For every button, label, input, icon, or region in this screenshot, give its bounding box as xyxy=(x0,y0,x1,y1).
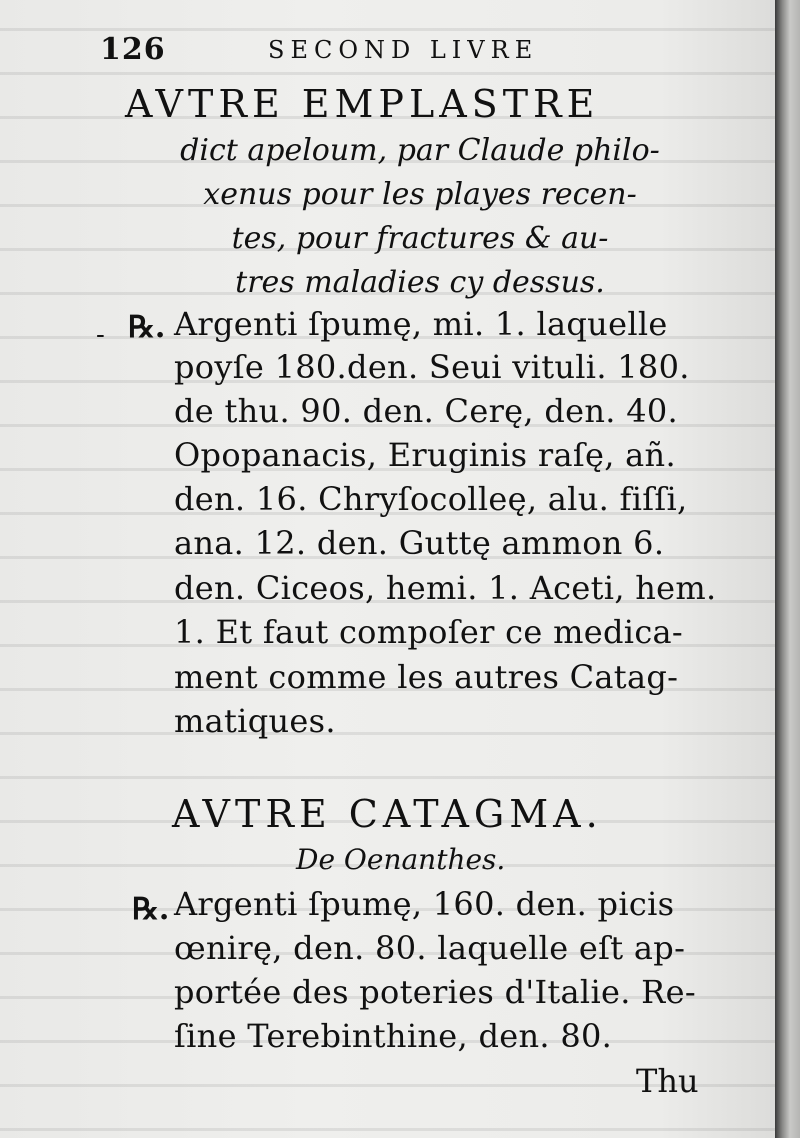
section2-body-line: œnirę, den. 80. laquelle eſt ap- xyxy=(174,929,686,967)
section1-body-line: Argenti ſpumę, mi. 1. laquelle xyxy=(174,305,668,343)
section1-subtitle-line: dict apeloum, par Claude philo- xyxy=(180,133,660,168)
section1-subtitle-line: tes, pour fractures & au- xyxy=(231,221,609,256)
section1-body-line: den. Ciceos, hemi. 1. Aceti, hem. xyxy=(174,569,717,607)
section1-body-line: ana. 12. den. Guttę ammon 6. xyxy=(174,524,665,562)
recipe-symbol: ℞. xyxy=(128,310,166,345)
catchword: Thu xyxy=(636,1062,699,1100)
section1-subtitle-line: xenus pour les playes recen- xyxy=(203,177,637,212)
section2-body-line: portée des poteries d'Italie. Re- xyxy=(174,973,696,1011)
margin-dash: - xyxy=(96,320,105,350)
page-number: 126 xyxy=(100,32,166,67)
section1-body-line: de thu. 90. den. Cerę, den. 40. xyxy=(174,392,679,430)
section1-body-line: poyſe 180.den. Seui vituli. 180. xyxy=(174,348,690,386)
section1-body-line: ment comme les autres Catag- xyxy=(174,658,679,696)
section2-body-line: Argenti ſpumę, 160. den. picis xyxy=(174,885,675,923)
section1-body-line: 1. Et faut compoſer ce medica- xyxy=(174,613,684,651)
section1-title: AVTRE EMPLASTRE xyxy=(125,82,600,126)
section2-title: AVTRE CATAGMA. xyxy=(172,792,603,836)
section1-body-line: Opopanacis, Eruginis raſę, añ. xyxy=(174,436,676,474)
running-head: SECOND LIVRE xyxy=(268,36,539,64)
section1-subtitle-line: tres maladies cy dessus. xyxy=(235,265,605,300)
section1-body-line: den. 16. Chryſocolleę, alu. fiſſi, xyxy=(174,480,688,518)
section1-body-line: matiques. xyxy=(174,702,336,740)
section2-subtitle: De Oenanthes. xyxy=(296,843,506,876)
book-spine-shadow xyxy=(775,0,800,1138)
section2-body-line: ſine Terebinthine, den. 80. xyxy=(174,1017,613,1055)
recipe-symbol: ℞. xyxy=(132,892,170,927)
